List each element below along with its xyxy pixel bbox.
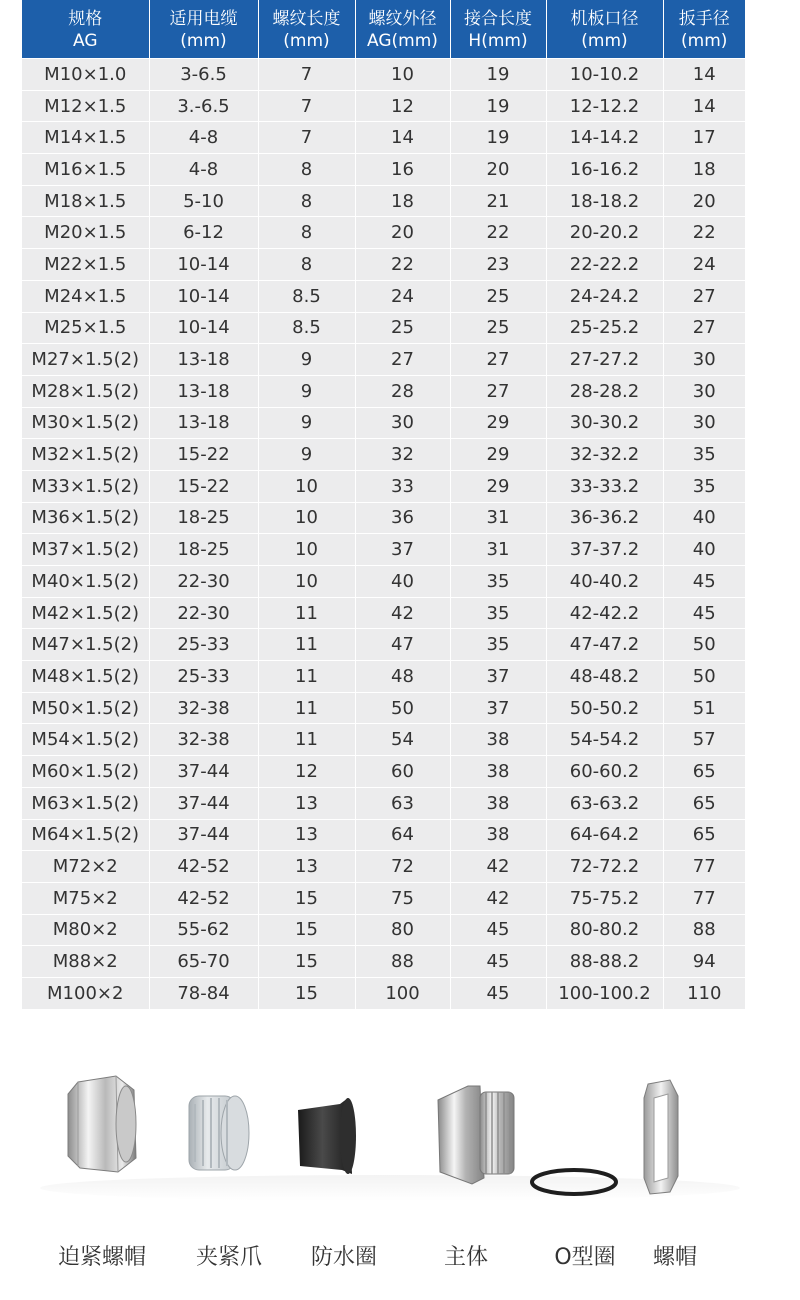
- cell-wrench-size: 77: [663, 851, 745, 883]
- cell-thread-diameter: 54: [355, 724, 450, 756]
- cell-thread-length: 15: [258, 977, 355, 1008]
- cell-thread-diameter: 33: [355, 470, 450, 502]
- cell-cable-range: 18-25: [149, 502, 258, 534]
- cell-spec: M100×2: [22, 977, 149, 1008]
- part-label: 迫紧螺帽: [57, 1245, 146, 1270]
- cell-engage-length: 22: [450, 217, 546, 249]
- cell-thread-length: 12: [258, 756, 355, 788]
- cell-thread-diameter: 16: [355, 154, 450, 186]
- cell-thread-length: 11: [258, 661, 355, 693]
- cell-cable-range: 13-18: [149, 375, 258, 407]
- cell-cable-range: 4-8: [149, 154, 258, 186]
- cell-thread-diameter: 18: [355, 185, 450, 217]
- table-row: [22, 534, 745, 566]
- cell-spec: M63×1.5(2): [22, 787, 149, 819]
- cell-engage-length: 45: [450, 914, 546, 946]
- cell-panel-hole: 22-22.2: [546, 249, 663, 281]
- cell-thread-length: 9: [258, 439, 355, 471]
- cell-panel-hole: 18-18.2: [546, 185, 663, 217]
- cell-engage-length: 23: [450, 249, 546, 281]
- cell-thread-diameter: 50: [355, 692, 450, 724]
- part-label: O型圈: [554, 1245, 616, 1270]
- cell-spec: M40×1.5(2): [22, 566, 149, 598]
- nickel-cap-nut-icon: [64, 1074, 140, 1174]
- cell-engage-length: 29: [450, 407, 546, 439]
- cell-panel-hole: 40-40.2: [546, 566, 663, 598]
- rubber-seal-icon: [292, 1096, 360, 1178]
- table-row: [22, 914, 745, 946]
- cell-panel-hole: 47-47.2: [546, 629, 663, 661]
- cell-panel-hole: 50-50.2: [546, 692, 663, 724]
- cell-panel-hole: 88-88.2: [546, 946, 663, 978]
- cell-thread-diameter: 48: [355, 661, 450, 693]
- table-row: [22, 185, 745, 217]
- cell-cable-range: 22-30: [149, 566, 258, 598]
- table-row: [22, 819, 745, 851]
- cell-cable-range: 10-14: [149, 280, 258, 312]
- cell-cable-range: 78-84: [149, 977, 258, 1008]
- cell-thread-length: 13: [258, 819, 355, 851]
- cell-wrench-size: 57: [663, 724, 745, 756]
- cell-cable-range: 3-6.5: [149, 59, 258, 91]
- cell-thread-diameter: 28: [355, 375, 450, 407]
- cell-engage-length: 35: [450, 566, 546, 598]
- cell-thread-length: 8: [258, 249, 355, 281]
- cell-spec: M20×1.5: [22, 217, 149, 249]
- cell-cable-range: 10-14: [149, 249, 258, 281]
- cell-wrench-size: 50: [663, 629, 745, 661]
- cell-wrench-size: 40: [663, 502, 745, 534]
- cell-engage-length: 27: [450, 344, 546, 376]
- table-row: [22, 724, 745, 756]
- table-row: [22, 756, 745, 788]
- cell-thread-length: 11: [258, 597, 355, 629]
- cell-cable-range: 55-62: [149, 914, 258, 946]
- cell-wrench-size: 17: [663, 122, 745, 154]
- cell-panel-hole: 37-37.2: [546, 534, 663, 566]
- cell-wrench-size: 18: [663, 154, 745, 186]
- table-row: [22, 249, 745, 281]
- cell-thread-length: 11: [258, 629, 355, 661]
- table-row: [22, 439, 745, 471]
- cell-wrench-size: 35: [663, 470, 745, 502]
- table-row: [22, 280, 745, 312]
- table-row: [22, 407, 745, 439]
- cell-engage-length: 38: [450, 724, 546, 756]
- cell-panel-hole: 12-12.2: [546, 90, 663, 122]
- cell-thread-length: 9: [258, 344, 355, 376]
- cell-wrench-size: 51: [663, 692, 745, 724]
- cell-thread-diameter: 75: [355, 882, 450, 914]
- cell-thread-diameter: 42: [355, 597, 450, 629]
- cell-panel-hole: 63-63.2: [546, 787, 663, 819]
- cell-thread-diameter: 63: [355, 787, 450, 819]
- cell-panel-hole: 28-28.2: [546, 375, 663, 407]
- cell-cable-range: 5-10: [149, 185, 258, 217]
- cell-wrench-size: 110: [663, 977, 745, 1008]
- cell-thread-diameter: 37: [355, 534, 450, 566]
- cell-engage-length: 27: [450, 375, 546, 407]
- cell-thread-length: 10: [258, 534, 355, 566]
- cell-thread-length: 10: [258, 502, 355, 534]
- cell-cable-range: 37-44: [149, 787, 258, 819]
- cell-panel-hole: 32-32.2: [546, 439, 663, 471]
- cell-spec: M37×1.5(2): [22, 534, 149, 566]
- cell-cable-range: 4-8: [149, 122, 258, 154]
- cell-engage-length: 42: [450, 882, 546, 914]
- table-row: [22, 566, 745, 598]
- cell-thread-diameter: 14: [355, 122, 450, 154]
- table-row: [22, 882, 745, 914]
- table-row: [22, 344, 745, 376]
- cell-spec: M88×2: [22, 946, 149, 978]
- cell-wrench-size: 88: [663, 914, 745, 946]
- cell-wrench-size: 14: [663, 90, 745, 122]
- cell-spec: M12×1.5: [22, 90, 149, 122]
- cell-wrench-size: 65: [663, 787, 745, 819]
- cell-engage-length: 38: [450, 819, 546, 851]
- header-spec: 规格 AG: [22, 0, 149, 59]
- table-row: [22, 692, 745, 724]
- cell-thread-diameter: 27: [355, 344, 450, 376]
- cell-engage-length: 42: [450, 851, 546, 883]
- cell-thread-length: 8.5: [258, 312, 355, 344]
- table-header-row: [22, 0, 745, 59]
- lock-nut-icon: [640, 1078, 682, 1196]
- cell-panel-hole: 20-20.2: [546, 217, 663, 249]
- table-row: [22, 787, 745, 819]
- cell-wrench-size: 14: [663, 59, 745, 91]
- cell-panel-hole: 10-10.2: [546, 59, 663, 91]
- table-row: [22, 977, 745, 1008]
- cell-wrench-size: 77: [663, 882, 745, 914]
- cell-wrench-size: 27: [663, 312, 745, 344]
- cell-spec: M10×1.0: [22, 59, 149, 91]
- cell-thread-diameter: 80: [355, 914, 450, 946]
- table-row: [22, 502, 745, 534]
- cell-thread-length: 15: [258, 914, 355, 946]
- cell-engage-length: 20: [450, 154, 546, 186]
- cell-thread-length: 15: [258, 882, 355, 914]
- cell-spec: M54×1.5(2): [22, 724, 149, 756]
- cell-spec: M25×1.5: [22, 312, 149, 344]
- cell-wrench-size: 27: [663, 280, 745, 312]
- cell-wrench-size: 65: [663, 819, 745, 851]
- cell-thread-diameter: 25: [355, 312, 450, 344]
- cell-engage-length: 35: [450, 629, 546, 661]
- cell-thread-diameter: 88: [355, 946, 450, 978]
- cell-cable-range: 13-18: [149, 344, 258, 376]
- spec-table: [22, 0, 745, 1009]
- cell-wrench-size: 50: [663, 661, 745, 693]
- header-thread-diameter: 螺纹外径 AG(mm): [355, 0, 450, 59]
- cell-engage-length: 37: [450, 661, 546, 693]
- cell-spec: M30×1.5(2): [22, 407, 149, 439]
- cell-cable-range: 42-52: [149, 851, 258, 883]
- cell-thread-length: 10: [258, 566, 355, 598]
- cell-engage-length: 25: [450, 312, 546, 344]
- cell-cable-range: 13-18: [149, 407, 258, 439]
- cell-engage-length: 35: [450, 597, 546, 629]
- cell-panel-hole: 25-25.2: [546, 312, 663, 344]
- cell-panel-hole: 24-24.2: [546, 280, 663, 312]
- cell-panel-hole: 42-42.2: [546, 597, 663, 629]
- cell-engage-length: 19: [450, 122, 546, 154]
- table-row: [22, 597, 745, 629]
- cell-thread-length: 9: [258, 407, 355, 439]
- cell-wrench-size: 65: [663, 756, 745, 788]
- cell-wrench-size: 30: [663, 407, 745, 439]
- part-label: 夹紧爪: [195, 1245, 262, 1270]
- cell-engage-length: 38: [450, 756, 546, 788]
- cell-cable-range: 18-25: [149, 534, 258, 566]
- cell-wrench-size: 45: [663, 566, 745, 598]
- cell-cable-range: 22-30: [149, 597, 258, 629]
- cell-engage-length: 25: [450, 280, 546, 312]
- table-row: [22, 629, 745, 661]
- cell-thread-length: 8: [258, 217, 355, 249]
- table-row: [22, 946, 745, 978]
- cell-cable-range: 6-12: [149, 217, 258, 249]
- cell-panel-hole: 80-80.2: [546, 914, 663, 946]
- cell-panel-hole: 27-27.2: [546, 344, 663, 376]
- part-label: 防水圈: [310, 1245, 377, 1270]
- cell-cable-range: 10-14: [149, 312, 258, 344]
- cell-thread-diameter: 24: [355, 280, 450, 312]
- part-label: 主体: [443, 1245, 488, 1270]
- cell-thread-length: 8.5: [258, 280, 355, 312]
- table-row: [22, 217, 745, 249]
- cell-thread-diameter: 40: [355, 566, 450, 598]
- cell-engage-length: 29: [450, 470, 546, 502]
- cell-thread-length: 7: [258, 90, 355, 122]
- cell-thread-diameter: 12: [355, 90, 450, 122]
- cell-engage-length: 45: [450, 977, 546, 1008]
- header-thread-length: 螺纹长度 (mm): [258, 0, 355, 59]
- cell-spec: M60×1.5(2): [22, 756, 149, 788]
- table-row: [22, 154, 745, 186]
- cell-thread-length: 7: [258, 122, 355, 154]
- header-cable-range: 适用电缆 (mm): [149, 0, 258, 59]
- cell-panel-hole: 14-14.2: [546, 122, 663, 154]
- cell-panel-hole: 30-30.2: [546, 407, 663, 439]
- cell-spec: M33×1.5(2): [22, 470, 149, 502]
- cell-cable-range: 32-38: [149, 724, 258, 756]
- table-body: [22, 59, 745, 1009]
- cell-spec: M18×1.5: [22, 185, 149, 217]
- cell-spec: M75×2: [22, 882, 149, 914]
- cell-engage-length: 45: [450, 946, 546, 978]
- table-row: [22, 470, 745, 502]
- table-row: [22, 122, 745, 154]
- table-row: [22, 59, 745, 91]
- cell-thread-diameter: 22: [355, 249, 450, 281]
- cell-engage-length: 31: [450, 502, 546, 534]
- cell-panel-hole: 64-64.2: [546, 819, 663, 851]
- floor-reflection: [40, 1175, 740, 1201]
- cell-spec: M48×1.5(2): [22, 661, 149, 693]
- cell-thread-length: 9: [258, 375, 355, 407]
- cell-thread-diameter: 47: [355, 629, 450, 661]
- cell-spec: M14×1.5: [22, 122, 149, 154]
- cell-thread-diameter: 64: [355, 819, 450, 851]
- header-engage-length: 接合长度 H(mm): [450, 0, 546, 59]
- cell-cable-range: 25-33: [149, 629, 258, 661]
- cell-thread-length: 8: [258, 154, 355, 186]
- cell-spec: M42×1.5(2): [22, 597, 149, 629]
- cell-engage-length: 37: [450, 692, 546, 724]
- cell-panel-hole: 72-72.2: [546, 851, 663, 883]
- cell-cable-range: 3.-6.5: [149, 90, 258, 122]
- cell-cable-range: 42-52: [149, 882, 258, 914]
- cell-thread-length: 8: [258, 185, 355, 217]
- cell-spec: M64×1.5(2): [22, 819, 149, 851]
- cell-panel-hole: 36-36.2: [546, 502, 663, 534]
- table-row: [22, 851, 745, 883]
- cell-thread-length: 10: [258, 470, 355, 502]
- part-label: 螺帽: [652, 1245, 697, 1270]
- cell-engage-length: 19: [450, 90, 546, 122]
- cell-panel-hole: 33-33.2: [546, 470, 663, 502]
- cell-wrench-size: 94: [663, 946, 745, 978]
- cell-panel-hole: 16-16.2: [546, 154, 663, 186]
- cell-spec: M50×1.5(2): [22, 692, 149, 724]
- table-row: [22, 661, 745, 693]
- cell-panel-hole: 75-75.2: [546, 882, 663, 914]
- cell-thread-diameter: 20: [355, 217, 450, 249]
- cell-wrench-size: 30: [663, 375, 745, 407]
- cell-engage-length: 29: [450, 439, 546, 471]
- cell-cable-range: 25-33: [149, 661, 258, 693]
- cell-thread-diameter: 36: [355, 502, 450, 534]
- cell-cable-range: 32-38: [149, 692, 258, 724]
- cell-thread-length: 7: [258, 59, 355, 91]
- cell-spec: M80×2: [22, 914, 149, 946]
- cell-cable-range: 15-22: [149, 439, 258, 471]
- cell-cable-range: 65-70: [149, 946, 258, 978]
- cell-engage-length: 31: [450, 534, 546, 566]
- cell-wrench-size: 30: [663, 344, 745, 376]
- cell-cable-range: 37-44: [149, 756, 258, 788]
- cell-wrench-size: 22: [663, 217, 745, 249]
- cell-engage-length: 38: [450, 787, 546, 819]
- o-ring-icon: [528, 1164, 620, 1200]
- cell-thread-length: 13: [258, 851, 355, 883]
- cell-thread-length: 11: [258, 692, 355, 724]
- cell-spec: M28×1.5(2): [22, 375, 149, 407]
- cell-cable-range: 15-22: [149, 470, 258, 502]
- cell-engage-length: 19: [450, 59, 546, 91]
- cell-spec: M27×1.5(2): [22, 344, 149, 376]
- cell-thread-diameter: 100: [355, 977, 450, 1008]
- cell-wrench-size: 40: [663, 534, 745, 566]
- cell-wrench-size: 20: [663, 185, 745, 217]
- cell-wrench-size: 35: [663, 439, 745, 471]
- cell-panel-hole: 54-54.2: [546, 724, 663, 756]
- clamp-jaw-icon: [185, 1090, 253, 1176]
- cell-thread-length: 15: [258, 946, 355, 978]
- cell-thread-diameter: 30: [355, 407, 450, 439]
- cell-thread-length: 11: [258, 724, 355, 756]
- cell-thread-diameter: 10: [355, 59, 450, 91]
- cell-spec: M32×1.5(2): [22, 439, 149, 471]
- cell-thread-length: 13: [258, 787, 355, 819]
- cell-thread-diameter: 60: [355, 756, 450, 788]
- table-row: [22, 375, 745, 407]
- cell-wrench-size: 45: [663, 597, 745, 629]
- gland-body-icon: [428, 1078, 520, 1188]
- cell-spec: M24×1.5: [22, 280, 149, 312]
- cell-spec: M36×1.5(2): [22, 502, 149, 534]
- cell-panel-hole: 48-48.2: [546, 661, 663, 693]
- cell-thread-diameter: 32: [355, 439, 450, 471]
- cell-spec: M16×1.5: [22, 154, 149, 186]
- cell-wrench-size: 24: [663, 249, 745, 281]
- header-wrench-size: 扳手径 (mm): [663, 0, 745, 59]
- cell-engage-length: 21: [450, 185, 546, 217]
- table-row: [22, 90, 745, 122]
- parts-diagram: [0, 1050, 800, 1300]
- header-panel-hole: 机板口径 (mm): [546, 0, 663, 59]
- cell-spec: M22×1.5: [22, 249, 149, 281]
- cell-thread-diameter: 72: [355, 851, 450, 883]
- cell-spec: M72×2: [22, 851, 149, 883]
- cell-spec: M47×1.5(2): [22, 629, 149, 661]
- cell-panel-hole: 60-60.2: [546, 756, 663, 788]
- cell-cable-range: 37-44: [149, 819, 258, 851]
- table-row: [22, 312, 745, 344]
- cell-panel-hole: 100-100.2: [546, 977, 663, 1008]
